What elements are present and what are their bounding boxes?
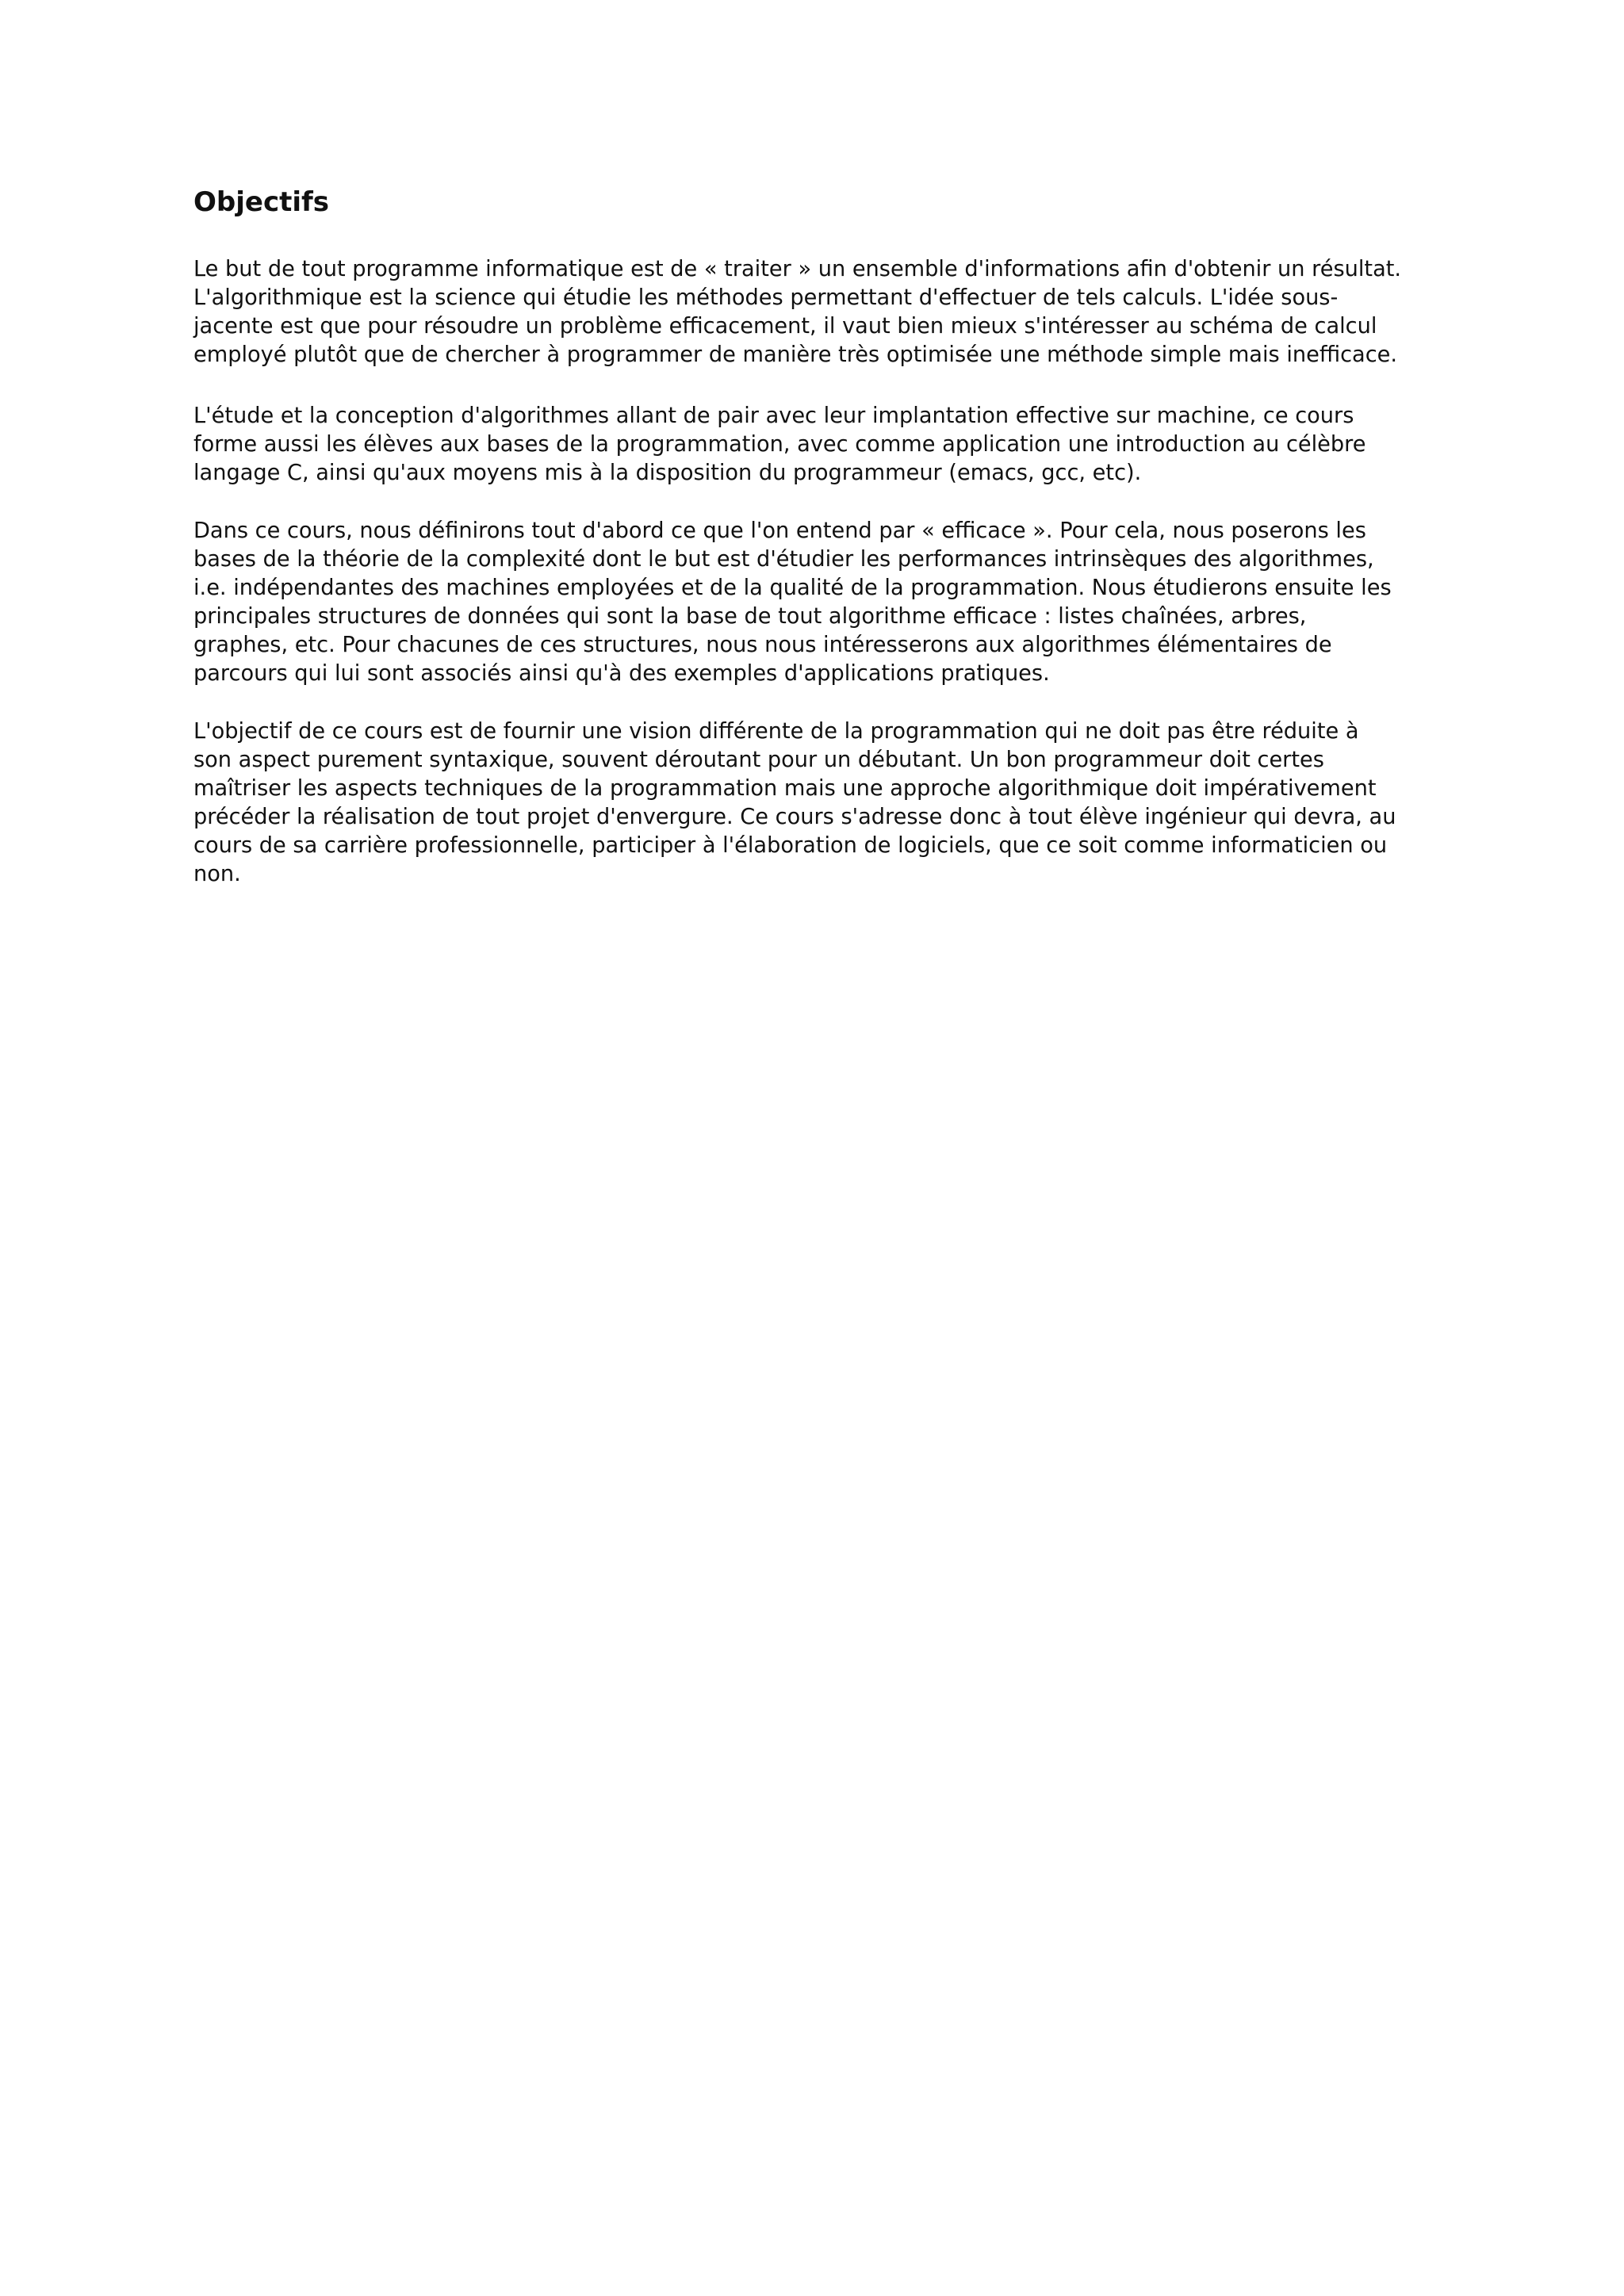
document-page (193, 184, 1446, 886)
paragraph-objective: L'objectif de ce cours est de fournir une vision différente de la programmation qui ne doit pas être réduite à son aspect purement syntaxique, souvent déroutant pour un débutant. Un bon programmeur doit certes maîtriser les aspects techniques de la programmation mais une approche algorithmique doit impérativement précéder la réalisation de tout projet d'envergure. Ce cours s'adresse donc à tout élève ingénieur qui devra, au cours de sa carrière professionnelle, participer à l'élaboration de logiciels, que ce soit comme informaticien ou non. (193, 719, 1396, 886)
paragraph-complexity: Dans ce cours, nous définirons tout d'abord ce que l'on entend par « efficace ». Pour cela, nous poserons les bases de la théorie de la complexité dont le but est d'étudier les performances intrinsèques des algorithmes, i.e. indépendantes des machines employées et de la qualité de la programmation. Nous étudierons ensuite les principales structures de données qui sont la base de tout algorithme efficace : listes chaînées, arbres, graphes, etc. Pour chacunes de ces structures, nous nous intéresserons aux algorithmes élémentaires de parcours qui lui sont associés ainsi qu'à des exemples d'applications pratiques. (193, 519, 1392, 686)
paragraph-programming: L'étude et la conception d'algorithmes allant de pair avec leur implantation effective sur machine, ce cours forme aussi les élèves aux bases de la programmation, avec comme application une introduction au célèbre langage C, ainsi qu'aux moyens mis à la disposition du programmeur (emacs, gcc, etc). (193, 404, 1366, 485)
page-title: Objectifs (193, 186, 330, 218)
paragraph-intro: Le but de tout programme informatique est de « traiter » un ensemble d'informations afin d'obtenir un résultat. L'algorithmique est la science qui étudie les méthodes permettant d'effectuer de tels calculs. L'idée sous- jacente est que pour résoudre un problème efficacement, il vaut bien mieux s'intéresser au schéma de calcul employé plutôt que de chercher à programmer de manière très optimisée une méthode simple mais inefficace. (193, 257, 1402, 367)
